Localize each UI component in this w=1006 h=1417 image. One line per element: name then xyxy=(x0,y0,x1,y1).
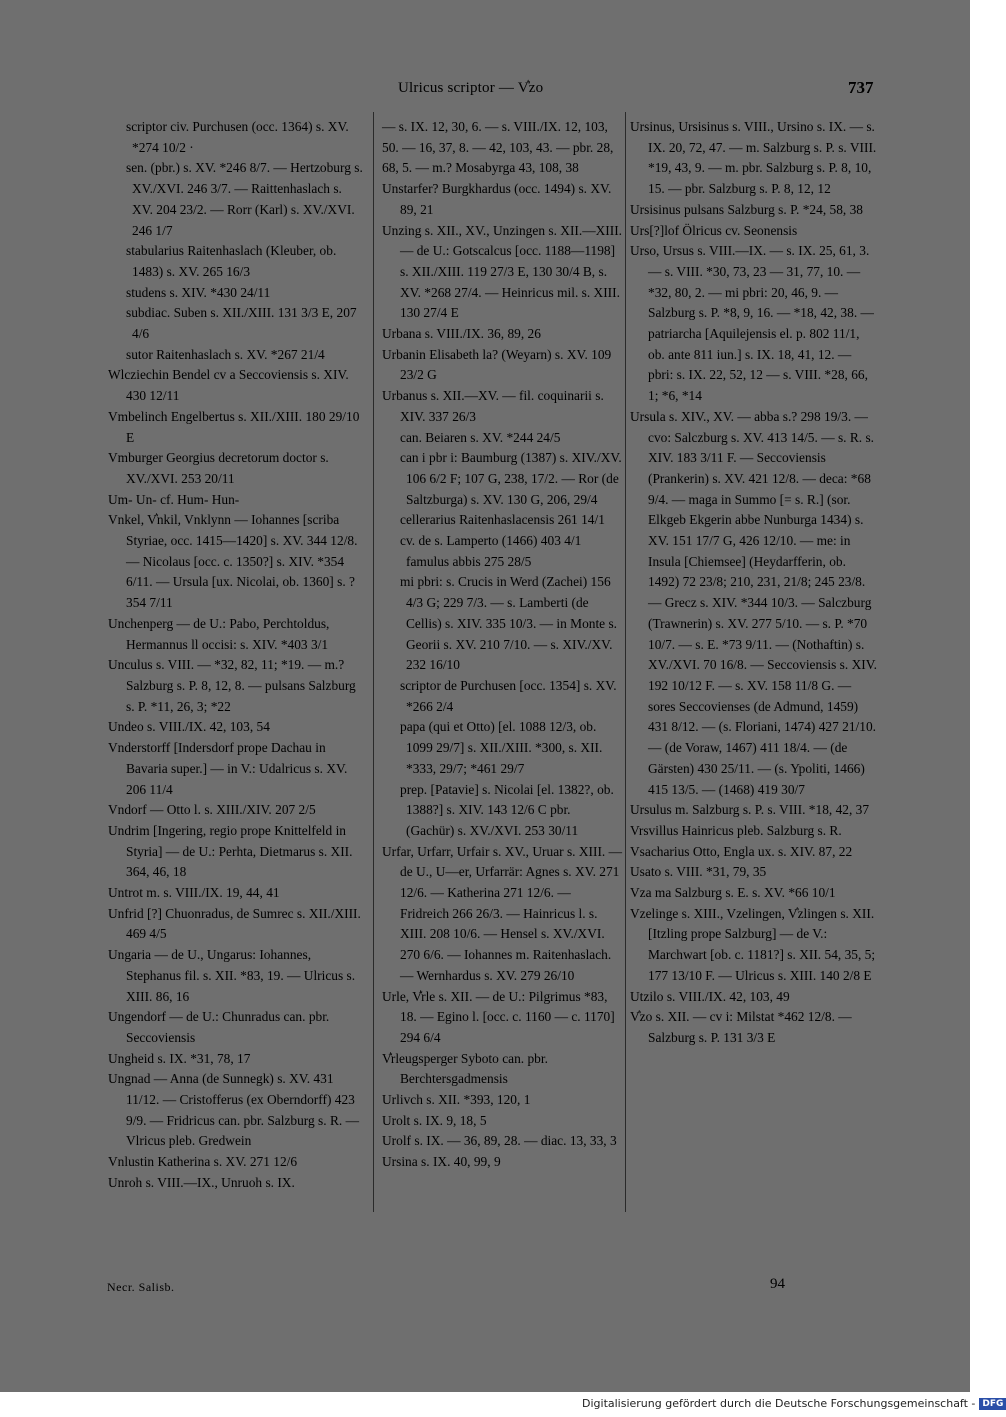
index-entry: Vmburger Georgius decretorum doctor s. XV./XVI. 253 20/11 xyxy=(108,450,329,486)
index-entry: subdiac. Suben s. XII./XIII. 131 3/3 E, 207 4/6 xyxy=(126,305,357,342)
index-entry: Um- Un- cf. Hum- Hun- xyxy=(108,491,240,507)
index-entry: Undrim [Ingering, regio prope Knittelfeld in Styria] — de U.: Perhta, Dietmarus s. XII. 364, 46, 18 xyxy=(108,822,353,880)
index-entry: Vnkel, V͛nkil, Vnklynn — Iohannes [scriba Styriae, occ. 1415—1420] s. XV. 344 12/8. — Nicolaus [occ. c. 1350?] s. XIV. *354 6/11. — Ursula [ux. Nicolai, ob. 1360] s. ? 354 7/11 xyxy=(108,512,358,611)
index-entry: Unzing s. XII., XV., Unzingen s. XII.—XIII. — de U.: Gotscalcus [occ. 1188—1198] s. XII./XIII. 119 27/3 E, 130 30/4 B, s. XV. *268 27/4. — Heinricus mil. s. XIII. 130 27/4 E xyxy=(382,222,622,321)
index-entry: prep. [Patavie] s. Nicolai [el. 1382?, ob. 1388?] s. XIV. 143 12/6 C pbr. (Gachür) s. XV./XVI. 253 30/11 xyxy=(400,781,614,838)
index-entry: Urso, Ursus s. VIII.—IX. — s. IX. 25, 61, 3. — s. VIII. *30, 73, 23 — 31, 77, 10. — *32, 80, 2. — mi pbri: 20, 46, 9. — Salzburg s. P. *8, 9, 16. — *18, 42, 38. — patriarcha [Aquilejensis el. p. 802 11/1, ob. ante 811 iun.] s. IX. 18, 41, 12. — pbri: s. IX. 22, 52, 12 — s. VIII. *28, 66, 1; *6, *14 xyxy=(630,243,874,404)
index-entry: Urbanin Elisabeth la? (Weyarn) s. XV. 109 23/2 G xyxy=(382,346,612,383)
footer-page-number: 94 xyxy=(770,1276,785,1292)
dfg-logo-icon: DFG xyxy=(979,1398,1006,1410)
index-entry: Ungaria — de U., Ungarus: Iohannes, Stephanus fil. s. XII. *83, 19. — Ulricus s. XIII. 86, 16 xyxy=(108,947,356,1004)
index-entry: Wlcziechin Bendel cv a Seccoviensis s. XIV. 430 12/11 xyxy=(108,367,349,404)
index-entry: Vnderstorff [Indersdorf prope Dachau in Bavaria super.] — in V.: Udalricus s. XV. 206 11/4 xyxy=(108,740,348,797)
index-entry: Urolt s. IX. 9, 18, 5 xyxy=(382,1112,487,1128)
column-rule xyxy=(373,112,374,1212)
index-entry: Urlivch s. XII. *393, 120, 1 xyxy=(382,1092,531,1108)
index-entry: Utzilo s. VIII./IX. 42, 103, 49 xyxy=(630,988,790,1004)
index-entry: scriptor civ. Purchusen (occ. 1364) s. XV. *274 10/2 · xyxy=(126,119,349,155)
index-entry: Usato s. VIII. *31, 79, 35 xyxy=(630,864,767,880)
index-entry: Ursina s. IX. 40, 99, 9 xyxy=(382,1154,501,1170)
index-entry: stabularius Raitenhaslach (Kleuber, ob. 1483) s. XV. 265 16/3 xyxy=(126,243,337,279)
column-rule xyxy=(625,112,626,1212)
column-2 xyxy=(382,117,622,1173)
index-entry: Vsacharius Otto, Engla ux. s. XIV. 87, 22 xyxy=(630,843,853,859)
index-entry: V͛rleugsperger Syboto can. pbr. Berchtersgadmensis xyxy=(382,1050,548,1087)
running-head: Ulricus scriptor — V͛zo xyxy=(398,80,544,96)
index-entry: Ungnad — Anna (de Sunnegk) s. XV. 431 11/12. — Cristofferus (ex Oberndorff) 423 9/9. — Fridricus can. pbr. Salzburg s. R. — Vlricus pleb. Gredwein xyxy=(108,1071,359,1149)
index-entry: Ursula s. XIV., XV. — abba s.? 298 19/3. — cvo: Salczburg s. XV. 413 14/5. — s. R. s. XIV. 183 3/11 F. — Seccoviensis (Prankerin) s. XV. 421 12/8. — deca: *68 9/4. — maga in Summo [= s. R.] (sor. Elkgeb Ekgerin abbe Nunburga 1434) s. XV. 151 17/7 G, 426 12/10. — me: in Insula [Chiemsee] (Heydarfferin, ob. 1492) 72 23/8; 210, 231, 21/8; 245 23/8. — Grecz s. XIV. *344 10/3. — Salczburg (Trawnerin) s. XV. 277 5/10. — s. P. *70 10/7. — s. E. *73 9/11. — (Nothaftin) s. XV./XVI. 70 16/8. — Seccoviensis s. XIV. 192 10/12 F. — s. XV. 158 11/8 G. — sores Seccovienses (de Admund, 1459) 431 8/12. — (s. Floriani, 1474) 427 21/10. — (de Voraw, 1467) 411 18/4. — (de Gärsten) 430 25/11. — (s. Ypoliti, 1466) 415 13/5. — (1468) 419 30/7 xyxy=(630,408,877,797)
index-entry: papa (qui et Otto) [el. 1088 12/3, ob. 1099 29/7] s. XII./XIII. *300, s. XII. *333, 29/7; *461 29/7 xyxy=(400,719,603,776)
index-entry: Unculus s. VIII. — *32, 82, 11; *19. — m.? Salzburg s. P. 8, 12, 8. — pulsans Salzburg s. P. *11, 26, 3; *22 xyxy=(108,657,356,714)
index-entry: Ursulus m. Salzburg s. P. s. VIII. *18, 42, 37 xyxy=(630,802,870,818)
index-entry: scriptor de Purchusen [occ. 1354] s. XV. *266 2/4 xyxy=(400,677,617,714)
index-entry: can i pbr i: Baumburg (1387) s. XIV./XV. 106 6/2 F; 107 G, 238, 17/2. — Ror (de Saltzburga) s. XV. 130 G, 206, 29/4 xyxy=(400,450,622,507)
index-entry: Unstarfer? Burgkhardus (occ. 1494) s. XV. 89, 21 xyxy=(382,181,612,217)
index-entry: can. Beiaren s. XV. *244 24/5 xyxy=(400,429,561,445)
index-entry: Vnlustin Katherina s. XV. 271 12/6 xyxy=(108,1154,298,1170)
dfg-credit-text: Digitalisierung gefördert durch die Deutsche Forschungsgemeinschaft - xyxy=(582,1397,976,1410)
index-entry: — s. IX. 12, 30, 6. — s. VIII./IX. 12, 103, 50. — 16, 37, 8. — 42, 103, 43. — pbr. 28, 68, 5. — m.? Mosabyrga 43, 108, 38 xyxy=(382,119,614,176)
dfg-credit xyxy=(582,1397,1006,1410)
index-entry: V͛zo s. XII. — cv i: Milstat *462 12/8. — Salzburg s. P. 131 3/3 E xyxy=(630,1009,852,1045)
index-entry: Vmbelinch Engelbertus s. XII./XIII. 180 29/10 E xyxy=(108,408,360,445)
index-entry: studens s. XIV. *430 24/11 xyxy=(126,284,271,300)
index-entry: Ungheid s. IX. *31, 78, 17 xyxy=(108,1050,251,1066)
index-entry: cellerarius Raitenhaslacensis 261 14/1 xyxy=(400,512,605,528)
column-3 xyxy=(630,117,878,1049)
index-entry: Urbanus s. XII.—XV. — fil. coquinarii s. XIV. 337 26/3 xyxy=(382,388,604,424)
index-entry: Urfar, Urfarr, Urfair s. XV., Uruar s. XIII. — de U., U—er, Urfarrär: Agnes s. XV. 271 12/6. — Katherina 271 12/6. — Fridreich 266 26/3. — Hainricus l. s. XIII. 208 10/6. — Hensel s. XV./XVI. 270 6/6. — Iohannes m. Raitenhaslach. — Wernhardus s. XV. 279 26/10 xyxy=(382,843,622,983)
index-entry: sen. (pbr.) s. XV. *246 8/7. — Hertzoburg s. XV./XVI. 246 3/7. — Raittenhaslach s. XV. 204 23/2. — Rorr (Karl) s. XV./XVI. 246 1/7 xyxy=(126,160,363,238)
index-entry: Vza ma Salzburg s. E. s. XV. *66 10/1 xyxy=(630,885,836,901)
index-entry: Urbana s. VIII./IX. 36, 89, 26 xyxy=(382,326,541,342)
index-entry: mi pbri: s. Crucis in Werd (Zachei) 156 4/3 G; 229 7/3. — s. Lamberti (de Cellis) s. XIV. 335 10/3. — in Monte s. Georii s. XV. 210 7/10. — s. XIV./XV. 232 16/10 xyxy=(400,574,618,673)
index-entry: Vzelinge s. XIII., Vzelingen, V͛zlingen s. XII. [Itzling prope Salzburg] — de V.: Marchwart [ob. c. 1181?] s. XII. 54, 35, 5; 177 13/10 F. — Ulricus s. XIII. 140 2/8 E xyxy=(630,905,876,983)
index-entry: Vrsvillus Hainricus pleb. Salzburg s. R. xyxy=(630,822,842,838)
index-entry: Undeo s. VIII./IX. 42, 103, 54 xyxy=(108,719,270,735)
column-1 xyxy=(108,117,366,1194)
page-number: 737 xyxy=(848,78,874,97)
index-entry: cv. de s. Lamperto (1466) 403 4/1 famulus abbis 275 28/5 xyxy=(400,533,582,569)
index-entry: Urs[?]lof Ölricus cv. Seonensis xyxy=(630,222,798,238)
index-entry: Urle, V͛rle s. XII. — de U.: Pilgrimus *83, 18. — Egino l. [occ. c. 1160 — c. 1170] 294 6/4 xyxy=(382,988,615,1045)
index-entry: Ursinus, Ursisinus s. VIII., Ursino s. IX. — s. IX. 20, 72, 47. — m. Salzburg s. P. s. VIII. *19, 43, 9. — m. pbr. Salzburg s. P. 8, 10, 15. — pbr. Salzburg s. P. 8, 12, 12 xyxy=(630,119,877,197)
index-entry: sutor Raitenhaslach s. XV. *267 21/4 xyxy=(126,346,325,362)
index-entry: Unchenperg — de U.: Pabo, Perchtoldus, Hermannus ll occisi: s. XIV. *403 3/1 xyxy=(108,615,330,652)
index-entry: Ungendorf — de U.: Chunradus can. pbr. Seccoviensis xyxy=(108,1009,330,1045)
index-entry: Ursisinus pulsans Salzburg s. P. *24, 58, 38 xyxy=(630,201,863,217)
index-entry: Unroh s. VIII.—IX., Unruoh s. IX. xyxy=(108,1174,295,1190)
index-entry: Untrot m. s. VIII./IX. 19, 44, 41 xyxy=(108,885,280,901)
index-entry: Vndorf — Otto l. s. XIII./XIV. 207 2/5 xyxy=(108,802,316,818)
index-entry: Urolf s. IX. — 36, 89, 28. — diac. 13, 33, 3 xyxy=(382,1133,617,1149)
footer-source: Necr. Salisb. xyxy=(107,1280,175,1294)
index-entry: Unfrid [?] Chuonradus, de Sumrec s. XII./XIII. 469 4/5 xyxy=(108,905,361,942)
